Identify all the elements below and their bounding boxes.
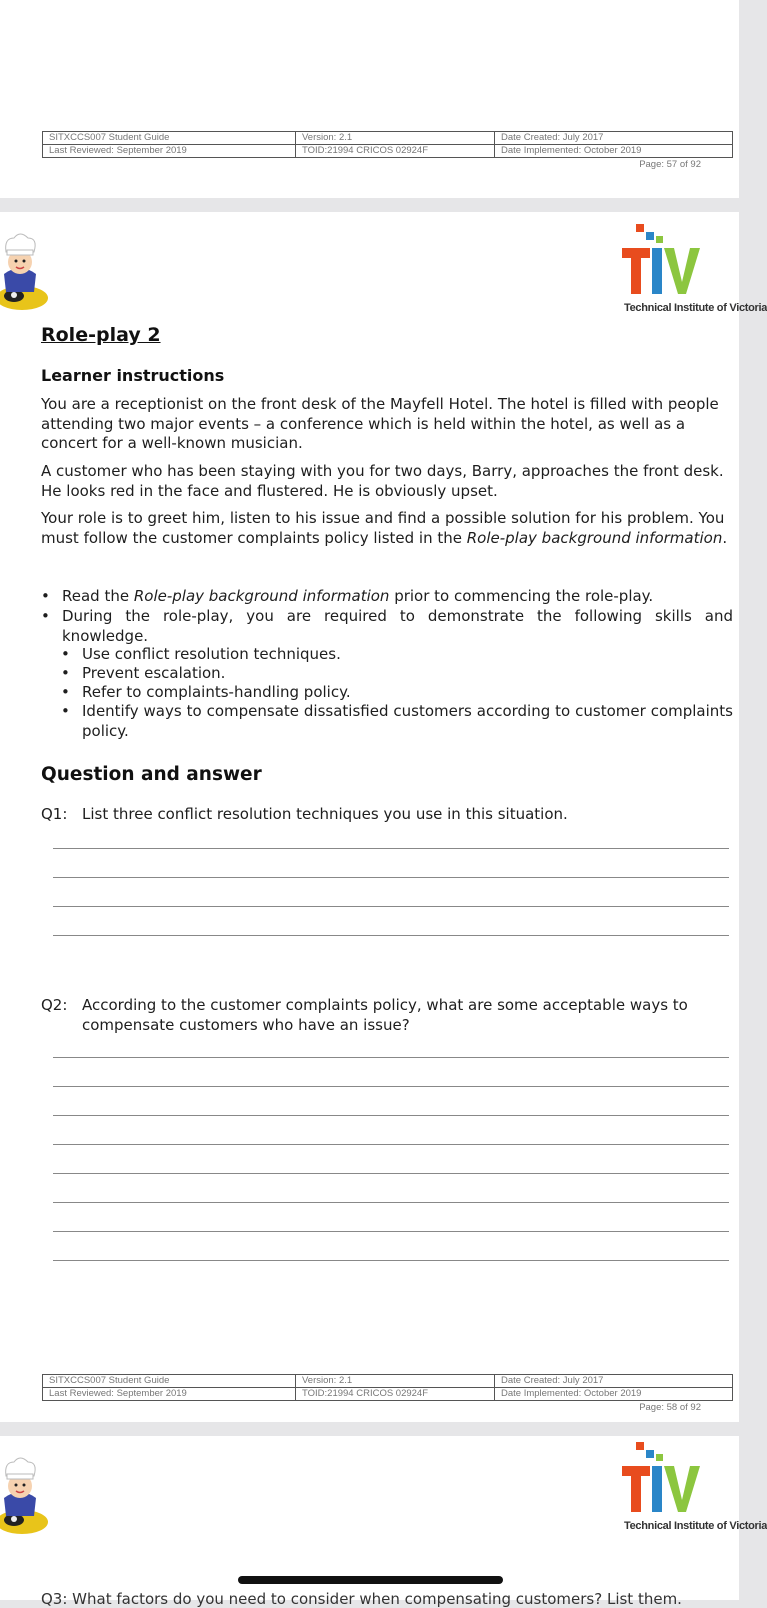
- answer-line[interactable]: [53, 1231, 729, 1232]
- answer-line[interactable]: [53, 877, 729, 878]
- question-2: [41, 996, 733, 1035]
- bullet-2: • During the role-play, you are required to demonstrate the following skills and knowledge.: [41, 607, 733, 645]
- answer-line[interactable]: [53, 1144, 729, 1145]
- roleplay-title: Role-play 2: [41, 324, 161, 346]
- tiv-institute-name: Technical Institute of Victoria: [624, 1520, 767, 1532]
- footer-last-reviewed: Last Reviewed: September 2019: [43, 1388, 296, 1401]
- question-1-label: Q1:: [41, 805, 68, 823]
- page-58: [0, 212, 767, 1422]
- footer-date-implemented: Date Implemented: October 2019: [495, 1388, 733, 1401]
- paragraph-1: You are a receptionist on the front desk of the Mayfell Hotel. The hotel is filled with people attending two major events – a conference which is held within the hotel, as well as a concert for a well-known musician.: [41, 395, 719, 452]
- footer-toid: TOID:21994 CRICOS 02924F: [296, 145, 495, 158]
- home-indicator[interactable]: [238, 1576, 503, 1584]
- page-57: [0, 0, 739, 198]
- answer-line[interactable]: [53, 1057, 729, 1058]
- bullet-1: • Read the Role-play background information prior to commencing the role-play.: [41, 587, 654, 605]
- tiv-logo-icon: [622, 224, 739, 304]
- footer-guide: SITXCCS007 Student Guide: [43, 132, 296, 145]
- question-2-text: According to the customer complaints policy, what are some acceptable ways to compensate customers who have an issue?: [82, 996, 688, 1034]
- sub-bullet-4: • Identify ways to compensate dissatisfied customers according to customer complaints policy.: [61, 702, 733, 740]
- answer-line[interactable]: [53, 1202, 729, 1203]
- chef-mascot-icon: [0, 1448, 52, 1536]
- question-1-text: List three conflict resolution techniques you use in this situation.: [82, 805, 568, 823]
- footer-date-created: Date Created: July 2017: [495, 132, 733, 145]
- qa-heading: Question and answer: [41, 764, 262, 785]
- question-3-partial: Q3: What factors do you need to consider when compensating customers? List them.: [41, 1590, 682, 1608]
- sub-bullet-2: • Prevent escalation.: [61, 664, 226, 682]
- instructions-heading: Learner instructions: [41, 366, 225, 385]
- page-58-footer-table: [42, 1374, 733, 1401]
- tiv-logo: [622, 224, 767, 322]
- page-number: Page: 58 of 92: [639, 1402, 701, 1413]
- footer-date-implemented: Date Implemented: October 2019: [495, 145, 733, 158]
- footer-date-created: Date Created: July 2017: [495, 1375, 733, 1388]
- page-number: Page: 57 of 92: [639, 159, 701, 170]
- footer-version: Version: 2.1: [296, 132, 495, 145]
- question-2-label: Q2:: [41, 996, 68, 1014]
- answer-line[interactable]: [53, 935, 729, 936]
- answer-line[interactable]: [53, 1115, 729, 1116]
- answer-line[interactable]: [53, 1260, 729, 1261]
- question-1: [41, 805, 733, 825]
- tiv-logo-icon: [622, 1442, 739, 1522]
- sub-bullet-3: • Refer to complaints-handling policy.: [61, 683, 351, 701]
- chef-mascot-icon: [0, 224, 52, 312]
- sub-bullet-1: • Use conflict resolution techniques.: [61, 645, 341, 663]
- footer-guide: SITXCCS007 Student Guide: [43, 1375, 296, 1388]
- tiv-institute-name: Technical Institute of Victoria: [624, 302, 767, 314]
- answer-line[interactable]: [53, 1086, 729, 1087]
- tiv-logo: [622, 1442, 767, 1540]
- answer-line[interactable]: [53, 1173, 729, 1174]
- footer-last-reviewed: Last Reviewed: September 2019: [43, 145, 296, 158]
- footer-toid: TOID:21994 CRICOS 02924F: [296, 1388, 495, 1401]
- answer-line[interactable]: [53, 848, 729, 849]
- paragraph-2: A customer who has been staying with you for two days, Barry, approaches the front desk. He looks red in the face and flustered. He is obviously upset.: [41, 462, 724, 500]
- footer-version: Version: 2.1: [296, 1375, 495, 1388]
- paragraph-3: Your role is to greet him, listen to his issue and find a possible solution for his problem. You must follow the customer complaints policy listed in the Role-play background information.: [41, 509, 728, 547]
- answer-line[interactable]: [53, 906, 729, 907]
- page-57-footer-table: [42, 131, 733, 158]
